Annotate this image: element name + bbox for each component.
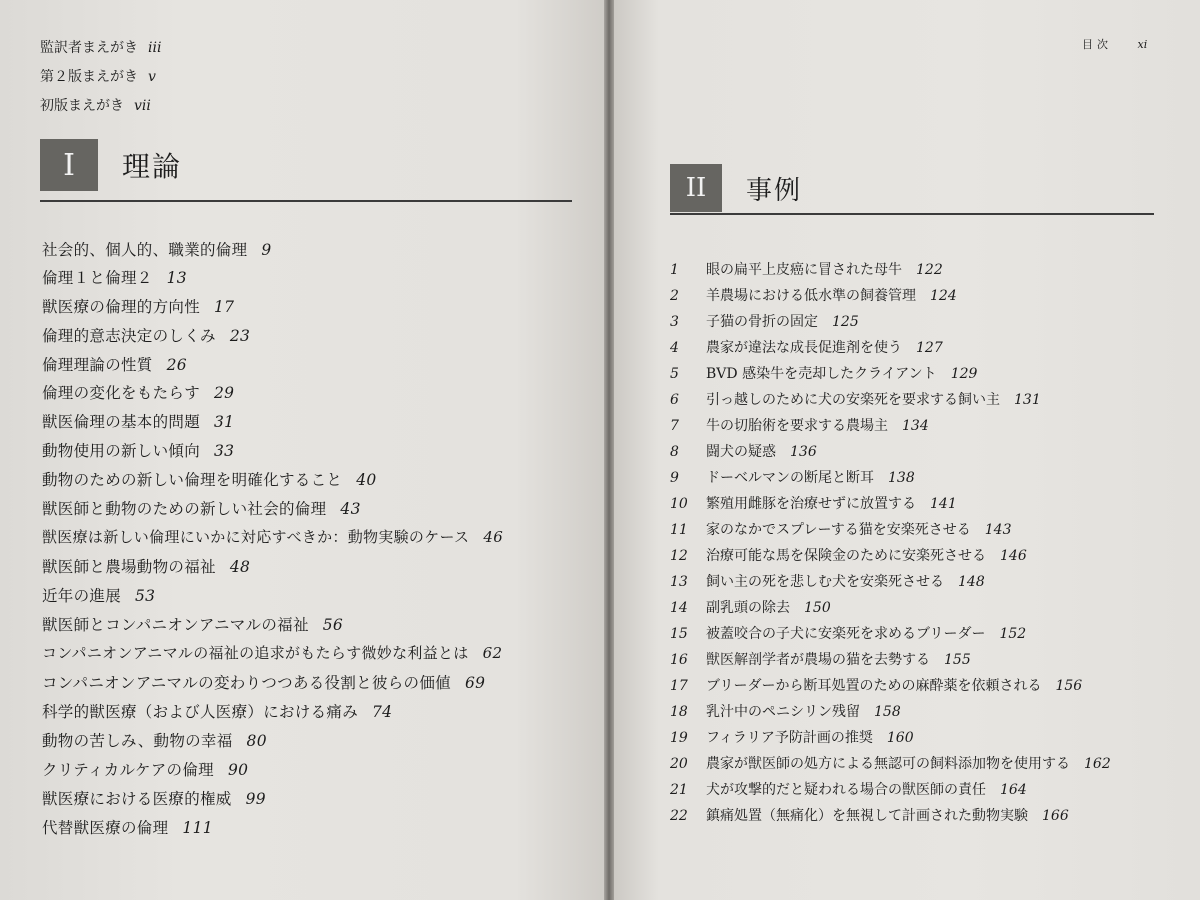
case-number: 16 — [670, 652, 688, 668]
case-number: 8 — [670, 444, 679, 460]
case-entry[interactable] — [670, 493, 957, 513]
entry-page: 31 — [214, 413, 235, 431]
entry-page: 9 — [261, 241, 272, 259]
toc-entry[interactable] — [42, 816, 213, 838]
toc-entry[interactable] — [42, 613, 343, 635]
entry-title: 羊農場における低水準の飼養管理 — [706, 288, 916, 304]
toc-entry[interactable] — [42, 295, 234, 317]
case-number: 12 — [670, 548, 688, 564]
entry-title: 副乳頭の除去 — [706, 600, 790, 616]
case-number: 18 — [670, 704, 688, 720]
part1-header — [40, 139, 182, 191]
running-head — [1082, 36, 1147, 52]
entry-title: ブリーダーから断耳処置のための麻酔薬を依頼される — [706, 678, 1042, 694]
case-entry[interactable] — [670, 623, 1026, 643]
entry-title: 倫理の変化をもたらす — [42, 384, 201, 402]
entry-page: 17 — [214, 298, 235, 316]
entry-page: 40 — [356, 471, 377, 489]
entry-page: 124 — [930, 288, 957, 304]
toc-entry[interactable] — [42, 671, 485, 693]
case-entry[interactable] — [670, 649, 971, 669]
front-matter-entry[interactable] — [40, 37, 161, 57]
entry-page: 127 — [916, 340, 943, 356]
entry-title: 代替獣医療の倫理 — [42, 819, 169, 837]
entry-title: 獣医療における医療的権威 — [42, 790, 232, 808]
part2-numeral-box — [670, 164, 722, 212]
part2-rule — [670, 213, 1154, 215]
case-number: 2 — [670, 288, 679, 304]
entry-title: クリティカルケアの倫理 — [42, 761, 214, 779]
toc-entry[interactable] — [42, 266, 187, 288]
entry-title: 動物使用の新しい傾向 — [42, 442, 201, 460]
entry-page: 74 — [372, 703, 393, 721]
entry-page: 141 — [930, 496, 957, 512]
toc-entry[interactable] — [42, 729, 267, 751]
case-entry[interactable] — [670, 701, 901, 721]
entry-title: 倫理理論の性質 — [42, 356, 153, 374]
entry-title: 農家が違法な成長促進剤を使う — [706, 340, 902, 356]
entry-page: 131 — [1014, 392, 1041, 408]
entry-title: 乳汁中のペニシリン残留 — [706, 704, 860, 720]
entry-title: 牛の切胎術を要求する農場主 — [706, 418, 888, 434]
case-number: 3 — [670, 314, 679, 330]
case-number: 11 — [670, 522, 688, 538]
entry-title: 獣医解剖学者が農場の猫を去勢する — [706, 652, 930, 668]
entry-page: 26 — [166, 356, 187, 374]
part2-title: 事例 — [746, 175, 803, 206]
case-entry[interactable] — [670, 571, 985, 591]
entry-page: 29 — [214, 384, 235, 402]
entry-title: 被蓋咬合の子犬に安楽死を求めるブリーダー — [706, 626, 986, 642]
entry-title: BVD 感染牛を売却したクライアント — [706, 366, 937, 382]
entry-title: 科学的獣医療（および人医療）における痛み — [42, 703, 359, 721]
entry-title: 獣医師とコンパニオンアニマルの福祉 — [42, 616, 309, 634]
toc-entry[interactable] — [42, 324, 250, 346]
case-entry[interactable] — [670, 519, 1011, 539]
entry-title: 繁殖用雌豚を治療せずに放置する — [706, 496, 916, 512]
entry-title: 倫理１と倫理２ — [42, 269, 153, 287]
entry-title: 飼い主の死を悲しむ犬を安楽死させる — [706, 574, 944, 590]
entry-page: 150 — [804, 600, 831, 616]
entry-page: 146 — [1000, 548, 1027, 564]
case-entry[interactable] — [670, 337, 943, 357]
part2-numeral: II — [685, 173, 707, 203]
part1-title: 理論 — [122, 150, 183, 183]
case-number: 22 — [670, 808, 688, 824]
case-entry[interactable] — [670, 441, 817, 461]
entry-page: 158 — [874, 704, 901, 720]
entry-title: 近年の進展 — [42, 587, 122, 605]
running-head-section: 目次 — [1082, 38, 1112, 51]
case-entry[interactable] — [670, 805, 1069, 825]
entry-page: 143 — [984, 522, 1012, 538]
entry-title: 社会的、個人的、職業的倫理 — [42, 241, 248, 259]
entry-page: 46 — [483, 528, 504, 546]
toc-entry[interactable] — [42, 497, 361, 519]
case-entry[interactable] — [670, 389, 1041, 409]
case-number: 19 — [670, 730, 688, 746]
entry-page: 111 — [182, 819, 213, 837]
case-entry[interactable] — [670, 415, 929, 435]
entry-title: 犬が攻撃的だと疑われる場合の獣医師の責任 — [706, 782, 986, 798]
entry-title: 鎮痛処置（無痛化）を無視して計画された動物実験 — [706, 808, 1028, 824]
entry-page: 48 — [229, 558, 251, 576]
entry-title: 家のなかでスプレーする猫を安楽死させる — [706, 522, 971, 538]
entry-page: 162 — [1084, 756, 1111, 772]
entry-page: 166 — [1042, 808, 1069, 824]
case-number: 5 — [670, 366, 679, 382]
entry-page: 138 — [888, 470, 915, 486]
case-entry[interactable] — [670, 753, 1111, 773]
toc-entry[interactable] — [42, 526, 503, 547]
entry-title: ドーベルマンの断尾と断耳 — [706, 470, 874, 486]
page-folio: xi — [1137, 38, 1148, 51]
entry-page: 156 — [1055, 678, 1083, 694]
toc-entry[interactable] — [42, 410, 234, 432]
toc-entry[interactable] — [42, 381, 234, 403]
case-number: 9 — [670, 470, 679, 486]
toc-entry[interactable] — [42, 555, 250, 577]
toc-entry[interactable] — [42, 700, 392, 722]
part1-numeral-box — [40, 139, 98, 191]
front-matter-entry[interactable] — [40, 66, 156, 86]
entry-title: フィラリア予防計画の推奨 — [706, 730, 873, 746]
case-entry[interactable] — [670, 285, 957, 305]
case-entry[interactable] — [670, 675, 1082, 695]
toc-entry[interactable] — [42, 758, 248, 780]
part1-rule — [40, 200, 572, 202]
entry-page: 23 — [229, 327, 251, 345]
entry-page: 152 — [999, 626, 1027, 642]
entry-title: 獣医療の倫理的方向性 — [42, 298, 201, 316]
case-number: 1 — [670, 262, 679, 278]
entry-title: 眼の扁平上皮癌に冒された母牛 — [706, 262, 902, 278]
case-number: 14 — [670, 600, 688, 616]
toc-entry[interactable] — [42, 353, 187, 375]
entry-title: 闘犬の疑惑 — [706, 444, 776, 460]
entry-title: 倫理的意志決定のしくみ — [42, 327, 216, 345]
case-entry[interactable] — [670, 259, 943, 279]
case-entry[interactable] — [670, 545, 1027, 565]
entry-page: 33 — [214, 442, 235, 460]
entry-title: 獣医師と動物のための新しい社会的倫理 — [42, 500, 327, 518]
entry-page: 164 — [1000, 782, 1027, 798]
entry-page: 155 — [944, 652, 971, 668]
entry-page: 69 — [464, 674, 486, 692]
entry-title: 農家が獣医師の処方による無認可の飼料添加物を使用する — [706, 756, 1070, 772]
toc-entry[interactable] — [42, 787, 266, 809]
entry-title: 子猫の骨折の固定 — [706, 314, 818, 330]
front-matter-entry[interactable] — [40, 95, 151, 115]
toc-entry[interactable] — [42, 584, 155, 606]
entry-page: iii — [148, 40, 162, 56]
case-number: 21 — [670, 782, 688, 798]
entry-page: 129 — [950, 366, 978, 382]
entry-title: 獣医師と農場動物の福祉 — [42, 558, 216, 576]
entry-page: 160 — [886, 730, 914, 746]
entry-page: 125 — [832, 314, 859, 330]
entry-title: 獣医倫理の基本的問題 — [42, 413, 201, 431]
case-number: 4 — [670, 340, 679, 356]
case-entry[interactable] — [670, 363, 977, 383]
entry-page: vii — [134, 98, 151, 114]
entry-page: 53 — [135, 587, 156, 605]
case-entry[interactable] — [670, 779, 1027, 799]
toc-entry[interactable] — [42, 468, 377, 490]
entry-title: コンパニオンアニマルの変わりつつある役割と彼らの価値 — [42, 674, 451, 692]
entry-page: 148 — [958, 574, 985, 590]
entry-page: 136 — [790, 444, 817, 460]
toc-entry[interactable] — [42, 642, 502, 663]
case-entry[interactable] — [670, 467, 915, 487]
entry-title: 治療可能な馬を保険金のために安楽死させる — [706, 548, 986, 564]
case-number: 20 — [670, 756, 688, 772]
entry-page: 56 — [322, 616, 344, 634]
book-gutter — [604, 0, 614, 900]
entry-title: コンパニオンアニマルの福祉の追求がもたらす微妙な利益とは — [42, 644, 469, 662]
entry-title: 引っ越しのために犬の安楽死を要求する飼い主 — [706, 392, 1000, 408]
case-entry[interactable] — [670, 727, 914, 747]
entry-title: 動物のための新しい倫理を明確化すること — [42, 471, 343, 489]
entry-page: 62 — [482, 644, 503, 662]
case-number: 7 — [670, 418, 679, 434]
entry-title: 第２版まえがき — [40, 69, 138, 85]
entry-page: 80 — [246, 732, 267, 750]
entry-title: 動物の苦しみ、動物の幸福 — [42, 732, 233, 750]
case-number: 10 — [670, 496, 688, 512]
case-entry[interactable] — [670, 597, 831, 617]
case-number: 17 — [670, 678, 688, 694]
entry-page: 134 — [902, 418, 929, 434]
entry-title: 獣医療は新しい倫理にいかに対応すべきか：動物実験のケース — [42, 528, 470, 546]
entry-page: 122 — [916, 262, 943, 278]
case-number: 15 — [670, 626, 688, 642]
case-entry[interactable] — [670, 311, 859, 331]
entry-page: 43 — [340, 500, 361, 518]
toc-entry[interactable] — [42, 439, 234, 461]
part2-header — [670, 164, 802, 212]
case-number: 6 — [670, 392, 679, 408]
entry-page: 13 — [166, 269, 187, 287]
entry-page: 90 — [227, 761, 249, 779]
entry-page: v — [148, 69, 156, 85]
case-number: 13 — [670, 574, 688, 590]
toc-entry[interactable] — [42, 238, 272, 260]
entry-title: 監訳者まえがき — [40, 40, 138, 56]
entry-title: 初版まえがき — [40, 98, 124, 114]
entry-page: 99 — [245, 790, 266, 808]
part1-numeral: I — [63, 147, 75, 183]
